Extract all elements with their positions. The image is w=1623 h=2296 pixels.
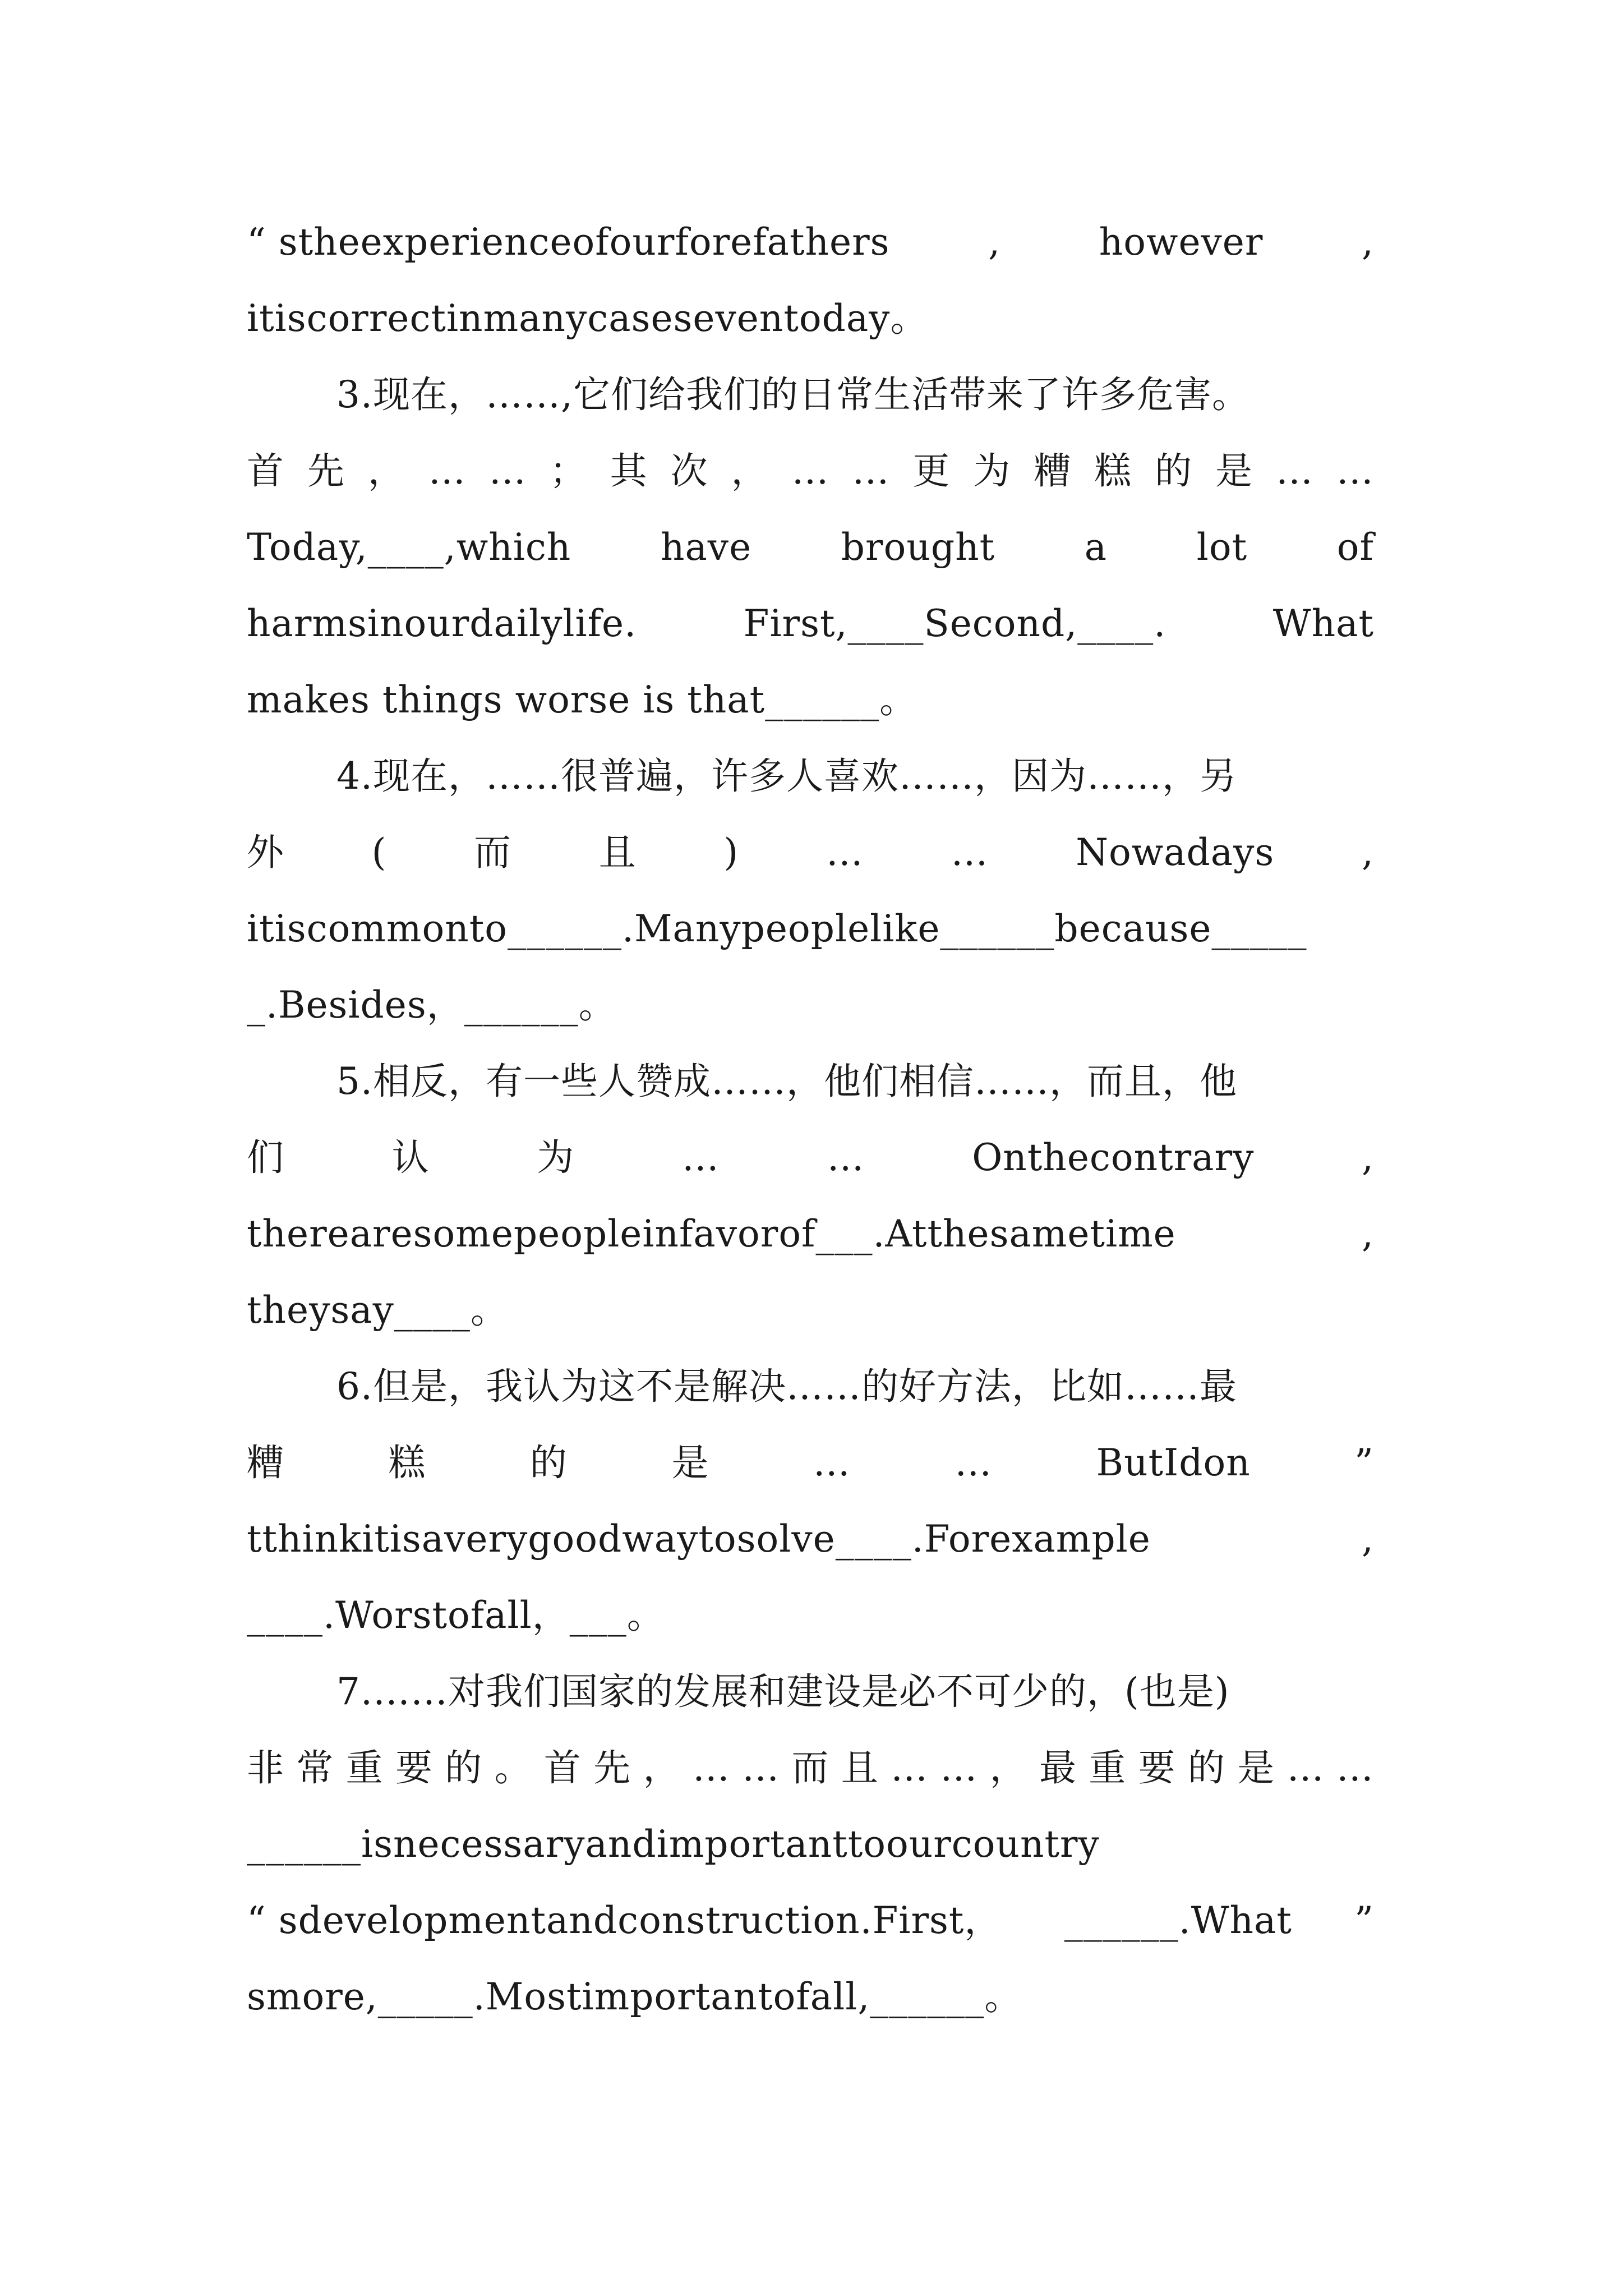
text-segment: … bbox=[826, 831, 864, 874]
text-line-18 bbox=[247, 1511, 1374, 1567]
text-segment: , bbox=[1362, 1136, 1374, 1179]
text-segment: tthinkitisaverygoodwaytosolve____.Forexample bbox=[247, 1517, 1151, 1561]
text-segment: 非 bbox=[247, 1746, 284, 1789]
text-segment: , bbox=[1362, 1212, 1374, 1255]
text-line-4 bbox=[247, 443, 1374, 499]
text-segment: 的 bbox=[1155, 449, 1193, 493]
text-segment: 外 bbox=[247, 831, 284, 874]
text-segment: 是 bbox=[1215, 449, 1253, 493]
text-line-6 bbox=[247, 596, 1374, 652]
text-segment: 首 bbox=[247, 449, 284, 493]
text-segment: “ stheexperienceofourforefathers bbox=[247, 220, 890, 264]
text-segment: 为 bbox=[537, 1136, 575, 1179]
text-line-2: itiscorrectinmanycaseseventoday。 bbox=[247, 297, 928, 340]
text-segment: , bbox=[1361, 831, 1374, 874]
item-5-heading: 5.相反，有一些人赞成……，他们相信……，而且，他 bbox=[336, 1060, 1237, 1103]
text-segment: 且 bbox=[598, 831, 637, 874]
item-3-heading: 3.现在，……,它们给我们的日常生活带来了许多危害。 bbox=[336, 373, 1249, 416]
text-segment: 重 bbox=[1089, 1746, 1127, 1789]
text-segment: 认 bbox=[391, 1136, 430, 1179]
text-segment: , bbox=[988, 220, 1001, 264]
text-line-14 bbox=[247, 1206, 1374, 1262]
text-segment: however bbox=[1099, 220, 1264, 264]
item-7-heading: 7.……对我们国家的发展和建设是必不可少的，(也是) bbox=[336, 1670, 1230, 1713]
text-line-11: _.Besides，______。 bbox=[247, 983, 616, 1027]
text-segment: 的 bbox=[529, 1441, 568, 1484]
text-segment: … bbox=[1336, 1746, 1374, 1789]
text-segment: What bbox=[1272, 602, 1374, 645]
text-line-9 bbox=[247, 825, 1374, 881]
text-segment: ButIdon bbox=[1096, 1441, 1251, 1484]
text-segment: … bbox=[692, 1746, 730, 1789]
text-segment: 。 bbox=[494, 1746, 532, 1789]
text-segment: … bbox=[1336, 449, 1374, 493]
text-segment: 最 bbox=[1039, 1746, 1077, 1789]
text-segment: ______.What bbox=[1064, 1899, 1292, 1942]
text-segment: 先 bbox=[593, 1746, 631, 1789]
text-segment: 是 bbox=[671, 1441, 709, 1484]
text-segment: … bbox=[940, 1746, 978, 1789]
text-segment: … bbox=[813, 1441, 851, 1484]
text-segment: “ sdevelopmentandconstruction.First， bbox=[247, 1899, 1002, 1942]
text-line-5 bbox=[247, 519, 1374, 576]
text-segment: … bbox=[951, 831, 989, 874]
text-segment: Today,____,which bbox=[247, 526, 571, 569]
text-segment: ” bbox=[1354, 1441, 1374, 1484]
text-segment: brought bbox=[841, 526, 995, 569]
text-segment: 常 bbox=[296, 1746, 334, 1789]
text-line-17 bbox=[247, 1435, 1374, 1491]
text-line-15: theysay____。 bbox=[247, 1289, 508, 1332]
text-segment: … bbox=[791, 449, 829, 493]
text-segment: 首 bbox=[543, 1746, 582, 1789]
text-segment: ( bbox=[371, 831, 387, 874]
text-segment: 糟 bbox=[1034, 449, 1072, 493]
text-segment: of bbox=[1336, 526, 1374, 569]
text-segment: 糕 bbox=[1094, 449, 1132, 493]
text-segment: ， bbox=[989, 1746, 1027, 1789]
text-segment: ， bbox=[367, 449, 405, 493]
text-segment: … bbox=[681, 1136, 720, 1179]
text-segment: ， bbox=[731, 449, 769, 493]
text-segment: lot bbox=[1196, 526, 1248, 569]
text-segment: 们 bbox=[247, 1136, 284, 1179]
text-segment: 其 bbox=[610, 449, 648, 493]
text-segment: … bbox=[891, 1746, 929, 1789]
text-segment: 而 bbox=[474, 831, 512, 874]
text-segment: 糕 bbox=[388, 1441, 426, 1484]
text-segment: … bbox=[428, 449, 466, 493]
text-line-1 bbox=[247, 214, 1374, 270]
text-segment: 而 bbox=[791, 1746, 829, 1789]
item-4-heading: 4.现在，……很普遍，许多人喜欢……，因为……，另 bbox=[336, 754, 1237, 798]
text-segment: 为 bbox=[973, 449, 1011, 493]
text-segment: 要 bbox=[395, 1746, 433, 1789]
text-segment: have bbox=[660, 526, 752, 569]
text-segment: harmsinourdailylife. bbox=[247, 602, 637, 645]
text-segment: … bbox=[488, 449, 527, 493]
text-line-10: itiscommonto______.Manypeoplelike______because_____ bbox=[247, 907, 1307, 950]
text-segment: … bbox=[852, 449, 890, 493]
text-segment: 要 bbox=[1138, 1746, 1176, 1789]
item-6-heading: 6.但是，我认为这不是解决……的好方法，比如……最 bbox=[336, 1365, 1237, 1408]
text-segment: 糟 bbox=[247, 1441, 284, 1484]
text-segment: 重 bbox=[345, 1746, 384, 1789]
text-line-23 bbox=[247, 1893, 1374, 1949]
text-line-22: ______isnecessaryandimportanttoourcountry bbox=[247, 1823, 1100, 1866]
text-segment: 更 bbox=[912, 449, 951, 493]
text-segment: … bbox=[827, 1136, 865, 1179]
text-segment: … bbox=[1287, 1746, 1325, 1789]
text-line-21 bbox=[247, 1740, 1374, 1796]
text-segment: Nowadays bbox=[1076, 831, 1275, 874]
text-segment: therearesomepeopleinfavorof___.Atthesametime bbox=[247, 1212, 1176, 1255]
text-segment: 是 bbox=[1237, 1746, 1275, 1789]
text-line-7: makes things worse is that______。 bbox=[247, 678, 917, 721]
text-segment: … bbox=[742, 1746, 780, 1789]
text-segment: a bbox=[1084, 526, 1108, 569]
text-segment: ； bbox=[549, 449, 587, 493]
text-segment: 且 bbox=[841, 1746, 879, 1789]
text-segment: Onthecontrary bbox=[972, 1136, 1255, 1179]
text-segment: ” bbox=[1354, 1899, 1374, 1942]
text-segment: 先 bbox=[307, 449, 345, 493]
text-line-13 bbox=[247, 1130, 1374, 1186]
text-segment: 的 bbox=[445, 1746, 483, 1789]
text-segment: 次 bbox=[670, 449, 708, 493]
text-line-24: smore,_____.Mostimportantofall,______。 bbox=[247, 1975, 1022, 2018]
text-segment: , bbox=[1362, 220, 1374, 264]
text-segment: ， bbox=[643, 1746, 681, 1789]
text-segment: ) bbox=[723, 831, 739, 874]
text-segment: , bbox=[1362, 1517, 1374, 1561]
text-segment: 的 bbox=[1187, 1746, 1225, 1789]
text-segment: … bbox=[1275, 449, 1313, 493]
text-segment: First,____Second,____. bbox=[743, 602, 1166, 645]
text-line-19: ____.Worstofall，___。 bbox=[247, 1594, 665, 1637]
text-segment: … bbox=[955, 1441, 993, 1484]
